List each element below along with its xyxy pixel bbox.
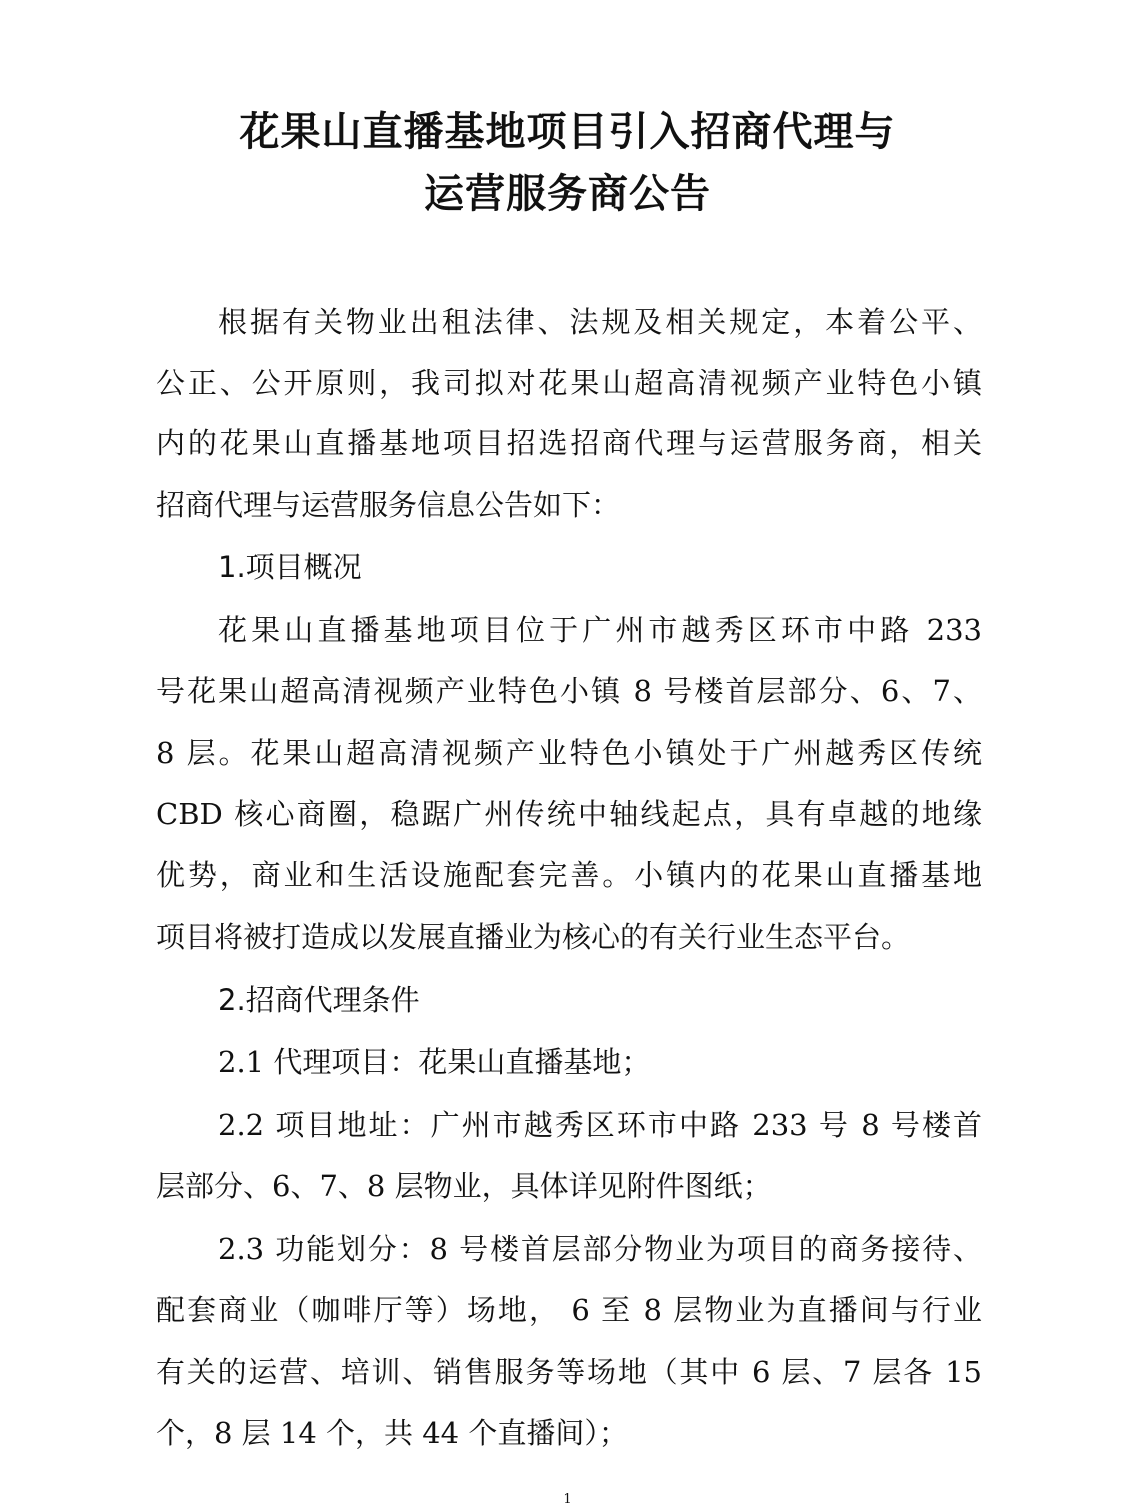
section-1-line-2: 号花果山超高清视频产业特色小镇 8 号楼首层部分、6、7、: [156, 674, 982, 708]
item-2-1: 2.1 代理项目：花果山直播基地；: [218, 1045, 651, 1079]
item-2-3-line-1: 2.3 功能划分：8 号楼首层部分物业为项目的商务接待、: [218, 1232, 982, 1266]
section-1-heading: 1.项目概况: [218, 550, 362, 584]
section-2-heading: 2.招商代理条件: [218, 983, 420, 1017]
item-2-3-line-4: 个，8 层 14 个，共 44 个直播间）；: [156, 1416, 628, 1450]
page-number: 1: [563, 1492, 572, 1507]
intro-line-3: 内的花果山直播基地项目招选招商代理与运营服务商，相关: [156, 426, 982, 460]
document-title-line-2: 运营服务商公告: [424, 171, 711, 217]
section-1-line-1: 花果山直播基地项目位于广州市越秀区环市中路 233: [218, 613, 982, 647]
item-2-2-line-2: 层部分、6、7、8 层物业，具体详见附件图纸；: [156, 1169, 772, 1203]
section-1-line-5: 优势，商业和生活设施配套完善。小镇内的花果山直播基地: [156, 858, 982, 892]
section-1-line-6: 项目将被打造成以发展直播业为核心的有关行业生态平台。: [156, 920, 911, 954]
item-2-3-line-2: 配套商业（咖啡厅等）场地， 6 至 8 层物业为直播间与行业: [156, 1293, 982, 1327]
intro-line-4: 招商代理与运营服务信息公告如下：: [156, 488, 621, 522]
intro-line-2: 公正、公开原则，我司拟对花果山超高清视频产业特色小镇: [156, 366, 982, 400]
item-2-3-line-3: 有关的运营、培训、销售服务等场地（其中 6 层、7 层各 15: [156, 1355, 982, 1389]
section-1-line-4: CBD 核心商圈，稳踞广州传统中轴线起点，具有卓越的地缘: [156, 797, 982, 831]
section-1-line-3: 8 层。花果山超高清视频产业特色小镇处于广州越秀区传统: [156, 736, 982, 770]
document-title-line-1: 花果山直播基地项目引入招商代理与: [239, 109, 896, 155]
intro-line-1: 根据有关物业出租法律、法规及相关规定，本着公平、: [218, 305, 982, 339]
item-2-2-line-1: 2.2 项目地址：广州市越秀区环市中路 233 号 8 号楼首: [218, 1108, 982, 1142]
